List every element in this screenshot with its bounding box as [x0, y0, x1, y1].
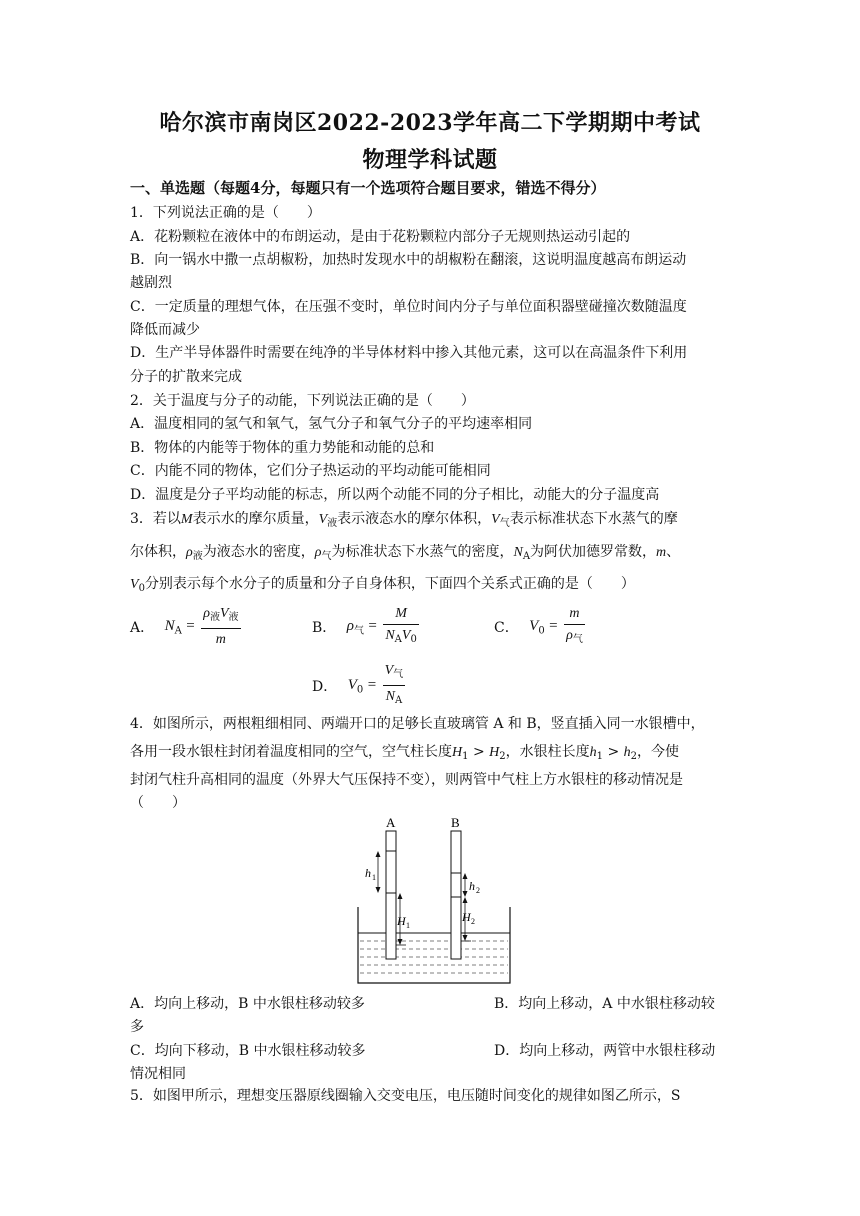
q2-stem: 2．关于温度与分子的动能，下列说法正确的是（ ） — [130, 393, 475, 409]
q3-line-2: 尔体积，$\rho_液$为液态水的密度，$\rho_气$为标准状态下水蒸气的密度，$N_A$为阿伏加德罗常数，m、 — [130, 544, 681, 562]
q1-option-d-cont: 分子的扩散来完成 — [130, 369, 242, 385]
svg-text:2: 2 — [476, 886, 480, 895]
q4-line-2: 各用一段水银柱封闭着温度相同的空气，空气柱长度$H_1 > H_2$，水银柱长度$h_1 > h_2$，今使 — [130, 744, 680, 762]
section-heading: 一、单选题（每题4分，每题只有一个选项符合题目要求，错选不得分） — [130, 179, 606, 197]
q2-option-b: B．物体的内能等于物体的重力势能和动能的总和 — [130, 440, 435, 456]
q4-option-b-cont: 多 — [130, 1019, 144, 1035]
exam-title: 哈尔滨市南岗区2022-2023学年高二下学期期中考试 — [159, 110, 701, 136]
q3-option-d: D． $V_0$ = $\frac{V_气}{N_A}$ — [312, 660, 407, 711]
q5-stem: 5．如图甲所示，理想变压器原线圈输入交变电压，电压随时间变化的规律如图乙所示，S — [130, 1088, 681, 1104]
svg-text:1: 1 — [372, 873, 376, 882]
H2-label: H — [462, 910, 471, 924]
tube-b-label: B — [451, 815, 460, 830]
tube-a-label: A — [386, 815, 396, 830]
q2-option-a: A．温度相同的氢气和氧气，氢气分子和氧气分子的平均速率相同 — [130, 416, 533, 432]
q1-option-b: B．向一锅水中撒一点胡椒粉，加热时发现水中的胡椒粉在翻滚，这说明温度越高布朗运动 — [130, 252, 687, 268]
q1-option-c: C．一定质量的理想气体，在压强不变时，单位时间内分子与单位面积器壁碰撞次数随温度 — [130, 299, 687, 315]
q2-option-c: C．内能不同的物体，它们分子热运动的平均动能可能相同 — [130, 463, 491, 479]
q1-stem: 1．下列说法正确的是（ ） — [130, 205, 321, 221]
q4-tube-diagram — [350, 815, 520, 987]
q3-option-c: C． $V_0$ = $\frac{m}{\rho_气}$ — [494, 603, 587, 650]
q4-option-d-cont: 情况相同 — [130, 1066, 186, 1082]
q3-option-a: A． $N_A$ = $\frac{\rho_液V_液}{m}$ — [130, 603, 243, 650]
svg-text:1: 1 — [406, 921, 410, 930]
q2-option-d: D．温度是分子平均动能的标志，所以两个动能不同的分子相比，动能大的分子温度高 — [130, 487, 660, 503]
q4-line-4: （ ） — [130, 795, 186, 811]
q4-line-3: 封闭气柱升高相同的温度（外界大气压保持不变），则两管中气柱上方水银柱的移动情况是 — [130, 772, 683, 788]
h2-label: h — [469, 879, 475, 893]
q1-option-c-cont: 降低而减少 — [130, 322, 200, 338]
svg-text:2: 2 — [471, 917, 475, 926]
q1-option-d: D．生产半导体器件时需要在纯净的半导体材料中掺入其他元素，这可以在高温条件下利用 — [130, 345, 688, 361]
q3-line-3: $V_0$分别表示每个水分子的质量和分子自身体积，下面四个关系式正确的是（ ） — [130, 576, 635, 594]
q3-option-b: B． $\rho_气$ = $\frac{M}{N_AV_0}$ — [312, 603, 421, 650]
q1-option-a: A．花粉颗粒在液体中的布朗运动，是由于花粉颗粒内部分子无规则热运动引起的 — [130, 229, 631, 245]
q4-option-c: C．均向下移动，B 中水银柱移动较多 — [130, 1043, 366, 1059]
exam-subtitle: 物理学科试题 — [362, 147, 498, 173]
q4-option-b: B．均向上移动，A 中水银柱移动较 — [494, 996, 715, 1012]
q4-option-a: A．均向上移动，B 中水银柱移动较多 — [130, 996, 365, 1012]
h1-label: h — [365, 866, 371, 880]
q3-line-1: 3．若以M表示水的摩尔质量，$V_液$表示液态水的摩尔体积，$V_气$表示标准状态下水蒸气的摩 — [130, 511, 678, 529]
H1-label: H — [397, 914, 406, 928]
q4-line-1: 4．如图所示，两根粗细相同、两端开口的足够长直玻璃管 A 和 B，竖直插入同一水银槽中， — [130, 716, 705, 732]
q1-option-b-cont: 越剧烈 — [130, 275, 172, 291]
q4-option-d: D．均向上移动，两管中水银柱移动 — [494, 1043, 716, 1059]
